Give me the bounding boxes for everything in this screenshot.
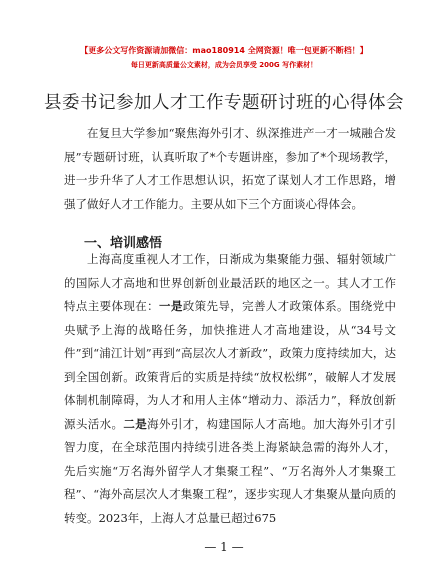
point-1-label: 一是 (158, 299, 183, 313)
section-heading: 一、培训感悟 (84, 236, 163, 251)
point-1-text: 政策先导，完善人才政策体系。围绕党中央赋予上海的战略任务，加快推进人才高地建设，从“34号文件”到“浦江计划”再到“高层次人才新政”，政策力度持续加大，达到全国创新。政策背后的实质是持续“放权松绑”，破解人才发展体制机制障碍，为人才和用人主体“增动力、添活力”，释放创新源头活水。 (64, 299, 397, 431)
document-title: 县委书记参加人才工作专题研讨班的心得体会 (44, 93, 404, 113)
point-2-text: 海外引才，构建国际人才高地。加大海外引才引智力度，在全球范围内持续引进各类上海紧缺急需的海外人才，先后实施“万名海外留学人才集聚工程”、“万名海外人才集聚工程”、“海外高层次人才集聚工程”，逐步实现人才集聚从量向质的转变。2023年，上海人才总量已超过675 (64, 416, 397, 525)
section-paragraph (64, 248, 396, 530)
paragraph-opening: 上海高度重视人才工作，日渐成为集聚能力强、辐射领域广的国际人才高地和世界创新创业最活跃的地区之一。其人才工作特点主要体现在： (64, 252, 396, 313)
promo-banner-line-1: 【更多公文写作资源请加微信：mao180914 全网资源！唯一包更新不断档！】 (80, 46, 368, 55)
intro-paragraph: 在复旦大学参加“聚焦海外引才、纵深推进产一才一城融合发展”专题研讨班，认真听取了*个专题讲座，参加了*个现场教学，进一步升华了人才工作思想认识，拓宽了谋划人才工作思路，增强了做好人才工作能力。主要从如下三个方面谈心得体会。 (64, 126, 396, 211)
point-2-label: 二是 (123, 416, 148, 431)
promo-banner-line-2: 每日更新高质量公文素材，成为会员享受 200G 写作素材！ (130, 61, 318, 69)
page-number: — 1 — (204, 540, 244, 554)
